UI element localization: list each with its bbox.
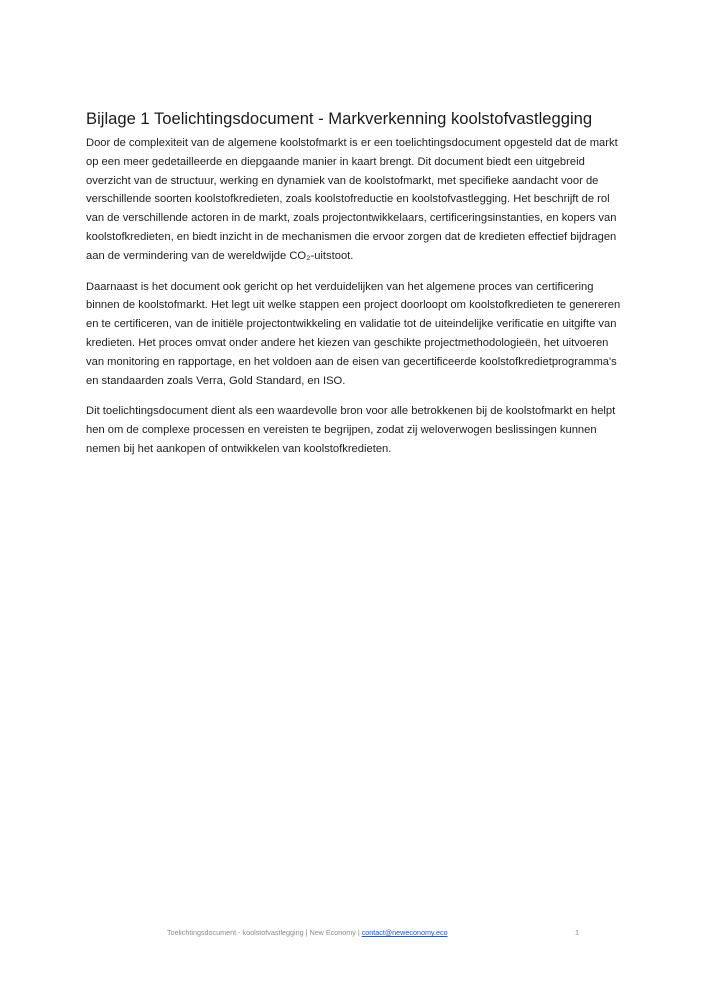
document-title: Bijlage 1 Toelichtingsdocument - Markverkenning koolstofvastlegging xyxy=(86,109,593,128)
paragraph-certification: Daarnaast is het document ook gericht op het verduidelijken van het algemene proces van certificering binnen de koolstofmarkt. Het legt uit welke stappen een project doorloopt om koolstofkredieten te genereren en te certificeren, van de initiële projectontwikkeling en validatie tot de uiteindelijke verificatie en uitgifte van kredieten. Het proces omvat onder andere het kiezen van geschikte projectmethodologieën, het uitvoeren van monitoring en rapportage, en het voldoen aan de eisen van gecertificeerde koolstofkredietprogramma's en standaarden zoals Verra, Gold Standard, en ISO. xyxy=(86,280,621,387)
footer-email-link[interactable]: contact@neweconomy.eco xyxy=(361,928,448,937)
paragraph-intro: Door de complexiteit van de algemene koolstofmarkt is er een toelichtingsdocument opgesteld dat de markt op een meer gedetailleerde en diepgaande manier in kaart brengt. Dit document biedt een uitgebreid overzicht van de structuur, werking en dynamiek van de koolstofmarkt, met specifieke aandacht voor de verschillende soorten koolstofkredieten, zoals koolstofreductie en koolstofvastlegging. Het beschrijft de rol van de verschillende actoren in de markt, zoals projectontwikkelaars, certificeringsinstanties, en kopers van koolstofkredieten, en biedt inzicht in de mechanismen die ervoor zorgen dat de kredieten effectief bijdragen aan de vermindering van de wereldwijde CO₂-uitstoot. xyxy=(86,137,618,262)
document-content xyxy=(86,108,626,471)
page-number: 1 xyxy=(575,928,579,937)
page-footer xyxy=(0,928,707,942)
footer-text xyxy=(167,928,448,937)
paragraph-conclusion: Dit toelichtingsdocument dient als een waardevolle bron voor alle betrokkenen bij de koolstofmarkt en helpt hen om de complexe processen en vereisten te begrijpen, zodat zij weloverwogen beslissingen kunnen nemen bij het aankopen of ontwikkelen van koolstofkredieten. xyxy=(86,405,616,455)
footer-label: Toelichtingsdocument - koolstofvastlegging | New Economy | xyxy=(167,928,362,937)
